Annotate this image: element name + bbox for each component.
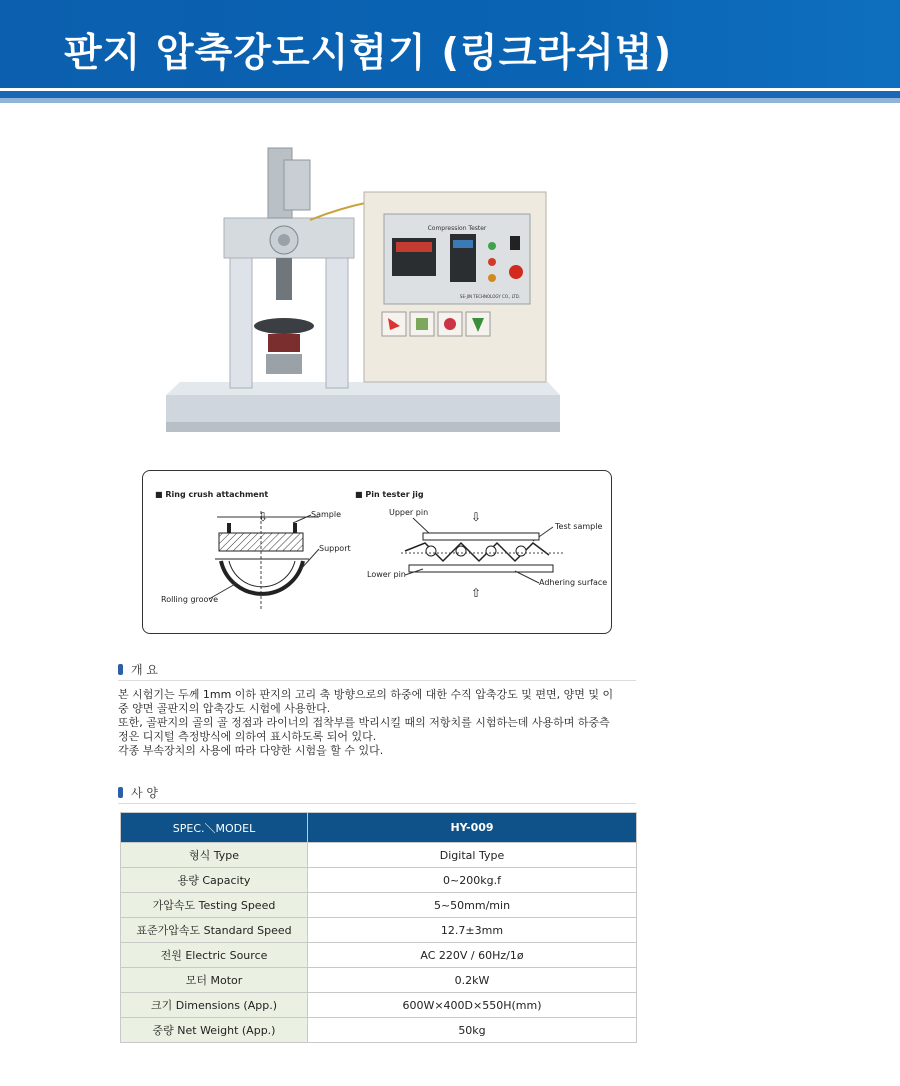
section-bullet-icon [118, 664, 123, 675]
spec-table [120, 812, 637, 1043]
jig-diagram [142, 470, 612, 634]
spec-header-row [121, 813, 637, 843]
table-row: 모터 Motor 0.2kW [121, 968, 637, 993]
svg-text:⇧: ⇧ [471, 586, 482, 600]
table-row: 크기 Dimensions (App.) 600W×400D×550H(mm) [121, 993, 637, 1018]
table-row: 형식 Type Digital Type [121, 843, 637, 868]
spec-model: HY-009 [308, 813, 637, 843]
header-divider [0, 91, 900, 98]
header-divider-light [0, 98, 900, 103]
page-title: 판지 압축강도시험기 (링크라쉬법) [64, 31, 673, 76]
overview-heading: 개 요 [118, 661, 158, 678]
header-banner [0, 0, 900, 88]
pin-adhering-label: Adhering surface [539, 578, 608, 587]
table-row: 용량 Capacity 0~200kg.f [121, 868, 637, 893]
pin-test-sample-label: Test sample [555, 522, 603, 531]
pin-upper-label: Upper pin [389, 508, 429, 517]
panel-label: Compression Tester [427, 225, 487, 232]
spec-divider [118, 803, 636, 804]
overview-text: 본 시험기는 두께 1mm 이하 판지의 고리 축 방향으로의 하중에 대한 수직 압축강도 및 편면, 양면 및 이 중 양면 골판지의 압축강도 시험에 사용한다. 또한, 골판지의 골의 골 정점과 라이너의 접착부를 박리시킬 때의 저항치를 시험하는데 사용하며 하중측 정은 디지털 측정방식에 의하여 표시하도록 되어 있다. 각종 부속장치의 사용에 따라 다양한 시험을 할 수 있다. [118, 688, 614, 757]
ring-rolling-label: Rolling groove [161, 595, 219, 604]
panel-company: SE-JIN TECHNOLOGY CO., LTD. [459, 294, 521, 299]
ring-support-label: Support [319, 544, 351, 553]
pin-lower-label: Lower pin [367, 570, 406, 579]
table-row: 중량 Net Weight (App.) 50kg [121, 1018, 637, 1043]
table-row: 가압속도 Testing Speed 5~50mm/min [121, 893, 637, 918]
overview-divider [118, 680, 636, 681]
svg-text:⇩: ⇩ [258, 510, 269, 524]
table-row: 전원 Electric Source AC 220V / 60Hz/1ø [121, 943, 637, 968]
spec-header-label: SPEC.＼MODEL [121, 813, 308, 843]
svg-text:⇩: ⇩ [471, 510, 482, 524]
pin-tester-title: ■ Pin tester jig [355, 490, 424, 499]
table-row: 표준가압속도 Standard Speed 12.7±3mm [121, 918, 637, 943]
product-photo [160, 140, 566, 440]
section-bullet-icon [118, 787, 123, 798]
spec-heading: 사 양 [118, 784, 158, 801]
ring-sample-label: Sample [311, 510, 341, 519]
ring-crush-title: ■ Ring crush attachment [155, 490, 269, 499]
